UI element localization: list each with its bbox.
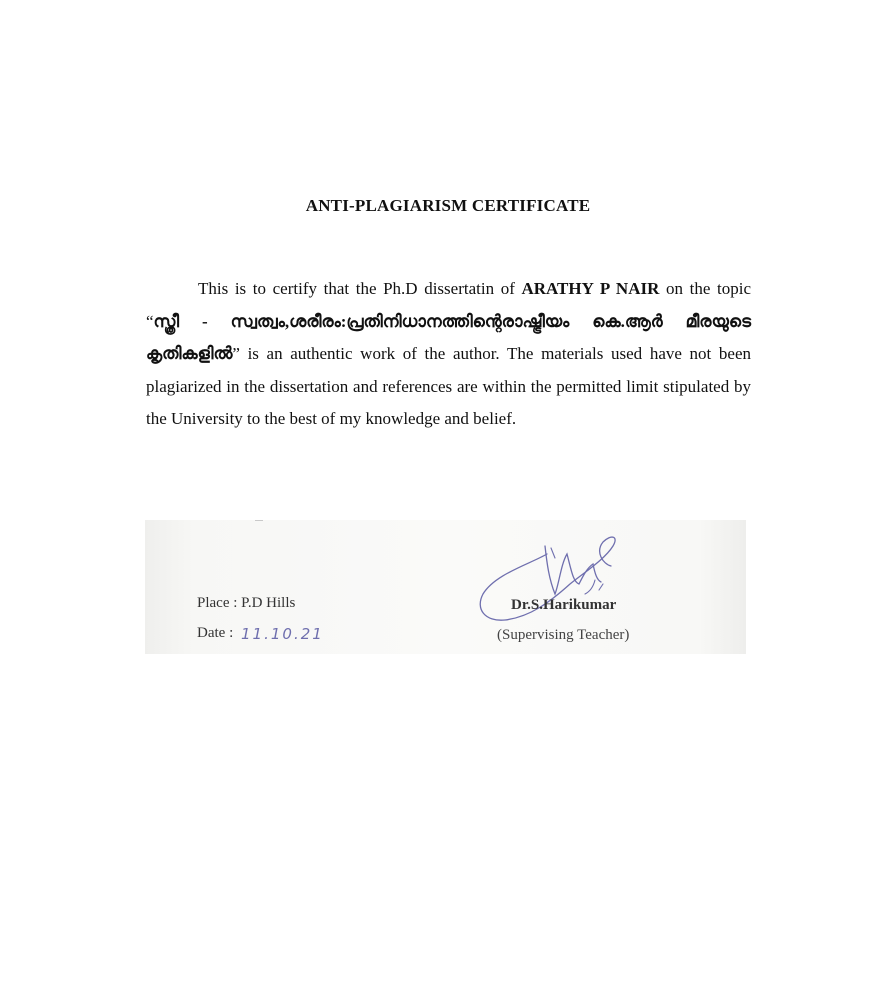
dissertation-topic: സ്ത്രീ - സ്വത്വം,ശരീരം:പ്രതിനിധാനത്തിന്റെരാഷ്ട്രീയം കെ.ആർ മീരയുടെ കൃതികളിൽ: [146, 311, 751, 364]
body-rest: is an authentic work of the author. The materials used have not been plagiarized in the dissertation and references are within the permitted limit stipulated by the University to the best of my knowledge and belief.: [146, 344, 751, 429]
candidate-name: ARATHY P NAIR: [521, 279, 660, 298]
supervisor-name: Dr.S.Harikumar: [511, 597, 617, 613]
certificate-body: [146, 273, 751, 436]
topic-open-quote: “: [146, 311, 154, 331]
date-label: Date :: [197, 625, 234, 641]
handwritten-date: 11.10.21: [241, 625, 324, 643]
body-on-topic: on the topic: [659, 279, 751, 298]
supervisor-role: (Supervising Teacher): [497, 627, 630, 643]
signature-block-scan: [145, 520, 746, 654]
topic-close-quote: ”: [232, 344, 240, 364]
certificate-title: ANTI-PLAGIARISM CERTIFICATE: [305, 196, 591, 215]
place-line: Place : P.D Hills: [197, 595, 296, 611]
scan-speck: [255, 520, 263, 521]
body-intro: This is to certify that the Ph.D dissertatin of: [198, 279, 522, 298]
supervisor-signature: [475, 524, 625, 636]
